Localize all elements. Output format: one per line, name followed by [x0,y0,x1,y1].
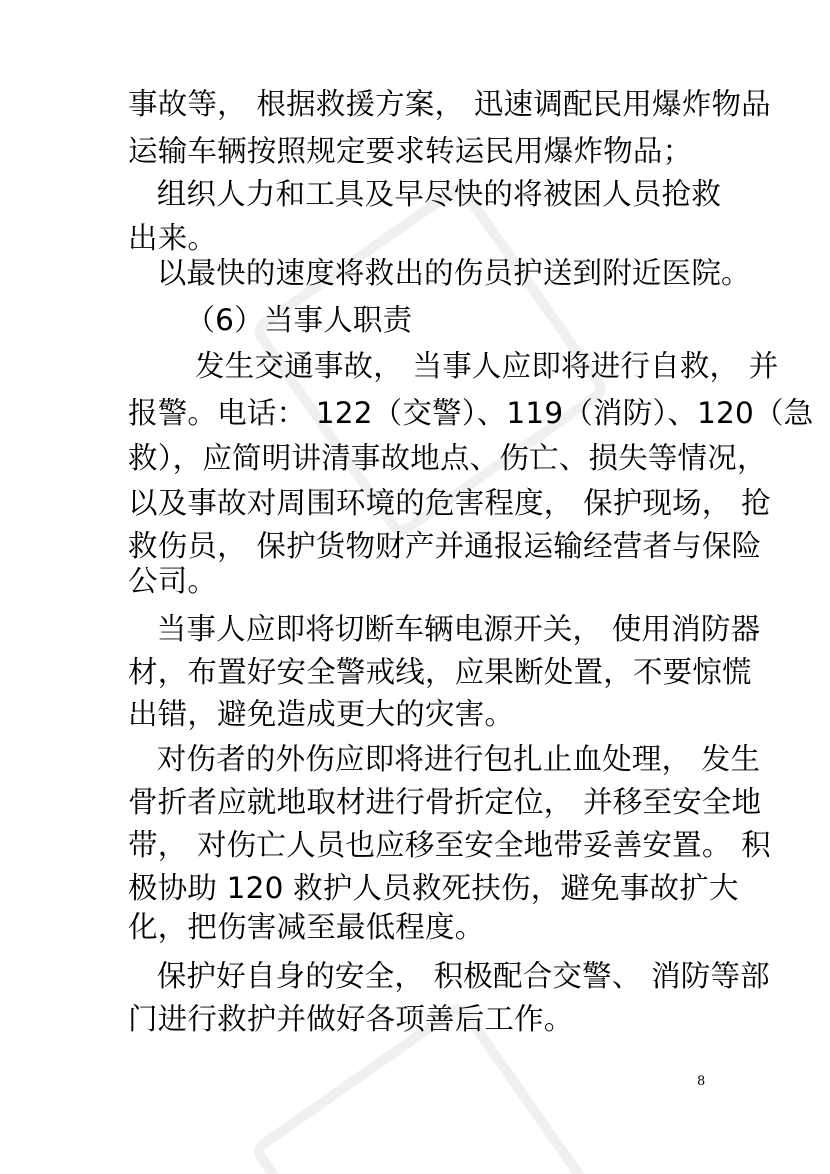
text-line: 公司。 [128,564,218,598]
text-line: 运输车辆按照规定要求转运民用爆炸物品； [128,134,693,168]
text-line: 组织人力和工具及早尽快的将被困人员抢救 [128,177,722,211]
text-line: 带， 对伤亡人员也应移至安全地带妥善安置。 积 [128,828,771,862]
text-line: 材，布置好安全警戒线，应果断处置，不要惊慌 [128,655,752,689]
text-line: 发生交通事故， 当事人应即将进行自救， 并 [128,349,779,383]
text-line: 救伤员， 保护货物财产并通报运输经营者与保险 [128,529,762,563]
page-number: 8 [697,1074,706,1089]
text-line: 骨折者应就地取材进行骨折定位， 并移至安全地 [128,785,762,819]
text-line: 出来。 [128,221,218,255]
text-line: 报警。电话： 122（交警）、119（消防）、120（急 [128,396,814,430]
text-line: 当事人应即将切断车辆电源开关， 使用消防器 [128,612,761,646]
text-line: 事故等， 根据救援方案， 迅速调配民用爆炸物品 [128,87,771,121]
text-line: 以最快的速度将救出的伤员护送到附近医院。 [128,256,751,290]
text-line: 门进行救护并做好各项善后工作。 [128,1002,574,1036]
text-line: 对伤者的外伤应即将进行包扎止血处理， 发生 [128,742,761,776]
text-line: 极协助 120 救护人员救死扶伤，避免事故扩大 [128,871,739,905]
text-line: 出错，避免造成更大的灾害。 [128,697,515,731]
section-heading: （6）当事人职责 [128,303,413,337]
text-line: 化，把伤害减至最低程度。 [128,910,485,944]
text-line: 救），应简明讲清事故地点、伤亡、损失等情况， [128,441,767,475]
text-line: 保护好自身的安全， 积极配合交警、 消防等部 [128,959,770,993]
text-line: 以及事故对周围环境的危害程度， 保护现场， 抢 [128,486,771,520]
